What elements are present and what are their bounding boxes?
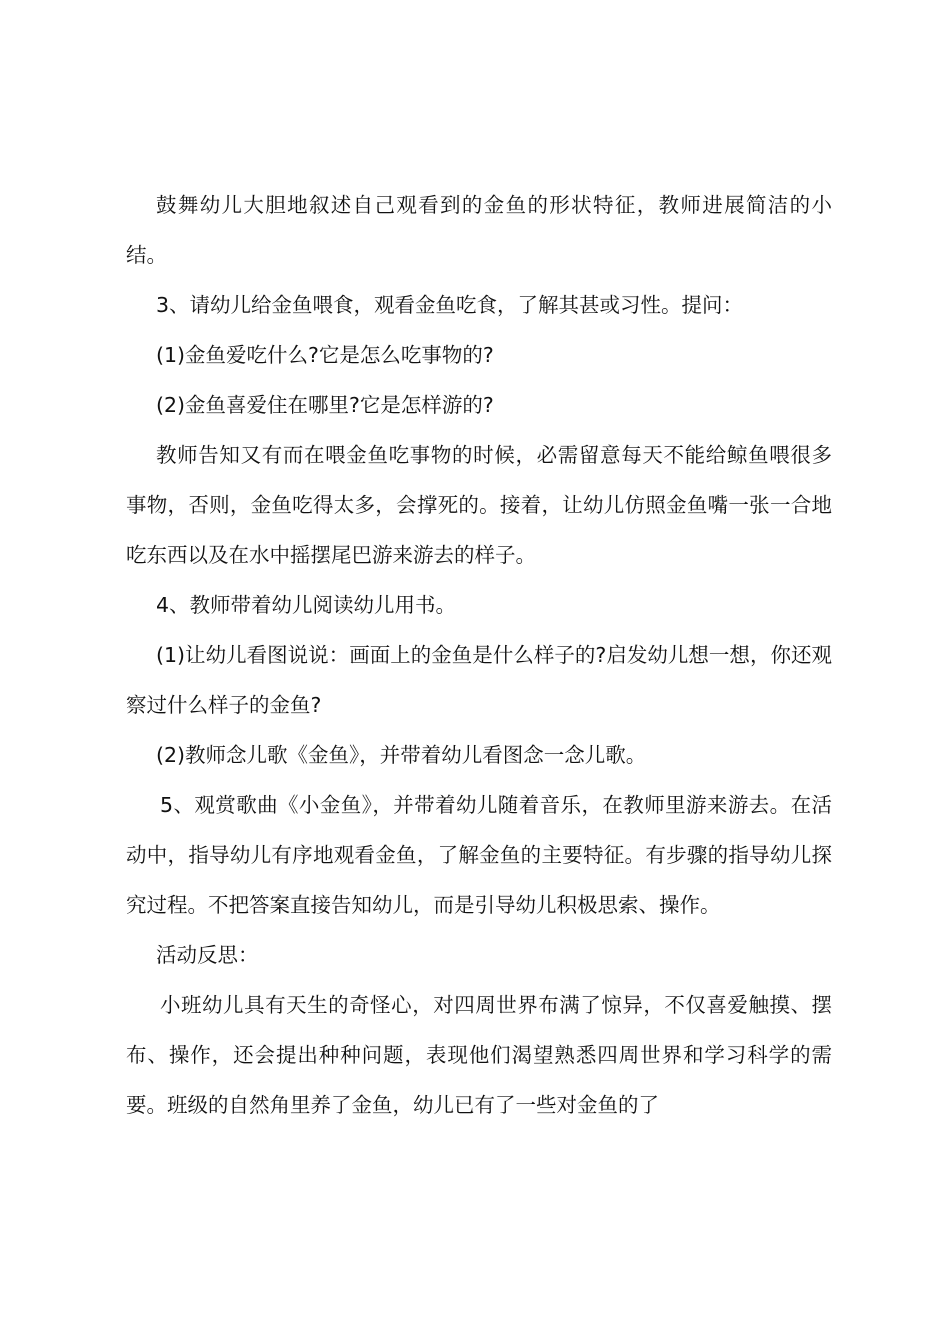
paragraph-teacher-notice: 教师告知又有而在喂金鱼吃事物的时候，必需留意每天不能给鲸鱼喂很多事物，否则，金鱼吃得太多，会撑死的。接着，让幼儿仿照金鱼嘴一张一合地吃东西以及在水中摇摆尾巴游来游去的样子。 [126,443,832,567]
paragraph-step-4-item-2: (2)教师念儿歌《金鱼》，并带着幼儿看图念一念儿歌。 [156,743,647,767]
paragraph-observe-summary: 鼓舞幼儿大胆地叙述自己观看到的金鱼的形状特征，教师进展简洁的小结。 [126,193,832,267]
paragraph-question-2: (2)金鱼喜爱住在哪里?它是怎样游的? [156,393,494,417]
paragraph-step-5: 5、观赏歌曲《小金鱼》，并带着幼儿随着音乐，在教师里游来游去。在活动中，指导幼儿有序地观看金鱼，了解金鱼的主要特征。有步骤的指导幼儿探究过程。不把答案直接告知幼儿，而是引导幼儿积极思索、操作。 [126,793,832,917]
paragraph-step-3: 3、请幼儿给金鱼喂食，观看金鱼吃食，了解其甚或习性。提问： [156,293,744,317]
document-body [126,180,832,1130]
paragraph-reflection-body: 小班幼儿具有天生的奇怪心，对四周世界布满了惊异，不仅喜爱触摸、摆布、操作，还会提出种种问题，表现他们渴望熟悉四周世界和学习科学的需要。班级的自然角里养了金鱼，幼儿已有了一些对金鱼的了 [126,993,832,1117]
paragraph-question-1: (1)金鱼爱吃什么?它是怎么吃事物的? [156,343,494,367]
paragraph-step-4: 4、教师带着幼儿阅读幼儿用书。 [156,593,457,617]
paragraph-reflection-heading: 活动反思： [156,943,259,967]
paragraph-step-4-item-1: (1)让幼儿看图说说：画面上的金鱼是什么样子的?启发幼儿想一想，你还观察过什么样子的金鱼? [126,643,832,717]
